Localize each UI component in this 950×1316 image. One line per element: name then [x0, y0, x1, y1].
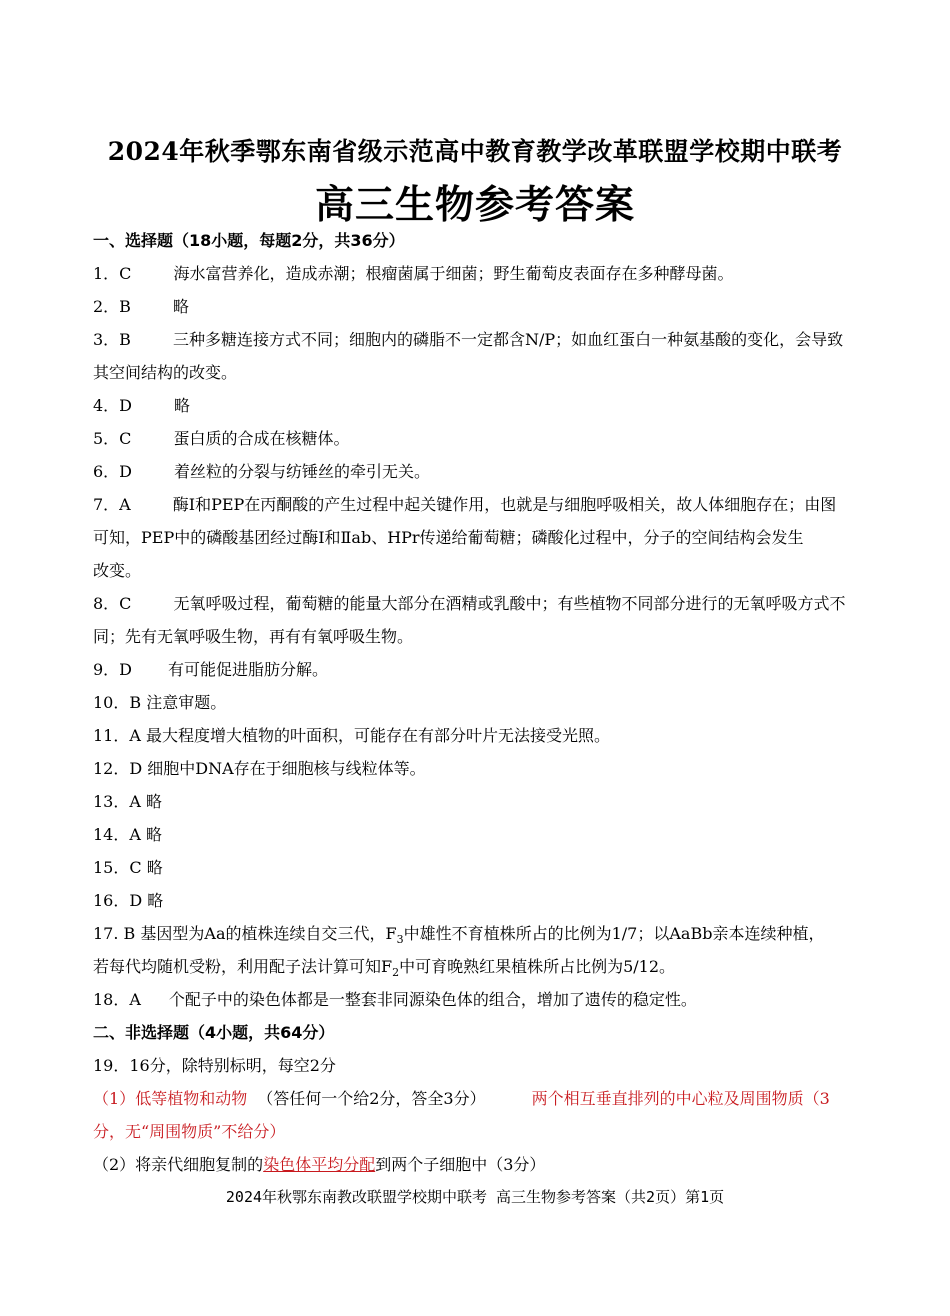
answer-number: 17. B	[93, 924, 136, 943]
answer-8-continued: 同；先有无氧呼吸生物，再有有氧呼吸生物。	[93, 627, 414, 646]
answer-explanation: 有可能促进脂肪分解。	[168, 660, 329, 679]
answer-9	[93, 653, 907, 686]
answer-5	[93, 422, 907, 455]
answer-14	[93, 818, 907, 851]
answer-explanation: 个配子中的染色体都是一整套非同源染色体的组合，增加了遗传的稳定性。	[168, 990, 697, 1009]
answer-explanation: 略	[172, 297, 189, 316]
answer-10	[93, 686, 907, 719]
answer-6	[93, 455, 907, 488]
answer-explanation: 细胞中DNA存在于细胞核与线粒体等。	[147, 759, 426, 778]
answer-17: 17. B 基因型为Aa的植株连续自交三代，$F_3$中雄性不育植株所占的比例为1/7；以AaBb亲本连续种植，	[93, 924, 825, 947]
answer-explanation: 海水富营养化，造成赤潮；根瘤菌属于细菌；野生葡萄皮表面存在多种酵母菌。	[173, 264, 734, 283]
answer-explanation: 略	[147, 891, 164, 910]
answer-18	[93, 983, 907, 1016]
section-heading-choice: 一、选择题（18小题，每题2分，共36分）	[93, 231, 405, 250]
answer-explanation: 三种多糖连接方式不同；细胞内的磷脂不一定都含N/P；如血红蛋白一种氨基酸的变化，会导致	[172, 330, 844, 349]
answer-number: 18．A	[93, 990, 141, 1009]
answer-number: 13．A	[93, 792, 141, 811]
answer-number: 10．B	[93, 693, 142, 712]
answer-number: 16．D	[93, 891, 143, 910]
answer-explanation: 蛋白质的合成在核糖体。	[173, 429, 350, 448]
answer-explanation: 略	[146, 858, 163, 877]
section-heading-nonchoice: 二、非选择题（4小题，共64分）	[93, 1023, 335, 1042]
answer-13	[93, 785, 907, 818]
answer-7	[93, 488, 907, 521]
answer-4	[93, 389, 907, 422]
answer-7-continued: 可知，PEP中的磷酸基团经过酶Ⅰ和Ⅱab、HPr传递给葡萄糖；磷酸化过程中，分子的空间结构会发生	[93, 528, 804, 547]
answer-15	[93, 851, 907, 884]
answer-number: 14．A	[93, 825, 141, 844]
answer-16	[93, 884, 907, 917]
answer-explanation: 酶Ⅰ和PEP在丙酮酸的产生过程中起关键作用，也就是与细胞呼吸相关，故人体细胞存在；由图	[172, 495, 837, 514]
answer-3-continued: 其空间结构的改变。	[93, 363, 238, 382]
exam-title: 2024年秋季鄂东南省级示范高中教育教学改革联盟学校期中联考	[107, 137, 843, 166]
answer-3	[93, 323, 907, 356]
answer-number: 12．D	[93, 759, 143, 778]
answer-number: 9．D	[93, 660, 133, 679]
answer-number: 4．D	[93, 396, 133, 415]
answer-8	[93, 587, 907, 620]
answer-11	[93, 719, 907, 752]
answer-number: 1．C	[93, 264, 132, 283]
question-19-part-1: （1）低等植物和动物 （答任何一个给2分，答全3分） 两个相互垂直排列的中心粒及周围物质（3	[93, 1089, 830, 1108]
question-19-part-1-continued: 分，无“周围物质”不给分）	[93, 1122, 286, 1141]
answer-number: 7．A	[93, 495, 131, 514]
answer-number: 2．B	[93, 297, 131, 316]
answer-number: 6．D	[93, 462, 133, 481]
question-19-header: 19．16分，除特别标明，每空2分	[93, 1056, 336, 1075]
answer-2	[93, 290, 907, 323]
answer-1	[93, 257, 907, 290]
question-19-part-2: （2）将亲代细胞复制的染色体平均分配到两个子细胞中（3分）	[93, 1155, 546, 1174]
answer-explanation: 略	[174, 396, 191, 415]
answer-content	[93, 224, 907, 1181]
answer-explanation: 最大程度增大植物的叶面积，可能存在有部分叶片无法接受光照。	[146, 726, 611, 745]
answer-number: 15．C	[93, 858, 142, 877]
answer-explanation: 略	[146, 792, 163, 811]
answer-number: 3．B	[93, 330, 131, 349]
underlined-answer: 染色体平均分配	[263, 1155, 376, 1174]
answer-explanation: 略	[146, 825, 163, 844]
answer-number: 8．C	[93, 594, 132, 613]
answer-explanation: 着丝粒的分裂与纺锤丝的牵引无关。	[174, 462, 431, 481]
answer-key-title: 高三生物参考答案	[314, 183, 635, 228]
answer-number: 11．A	[93, 726, 141, 745]
answer-17-continued: 若每代均随机受粉，利用配子法计算可知$F_2$中可育晚熟红果植株所占比例为5/12。	[93, 957, 676, 980]
answer-explanation: 注意审题。	[146, 693, 227, 712]
page-footer: 2024年秋鄂东南教改联盟学校期中联考 高三生物参考答案（共2页）第1页	[225, 1188, 725, 1206]
answer-explanation: 无氧呼吸过程，葡萄糖的能量大部分在酒精或乳酸中；有些植物不同部分进行的无氧呼吸方式不	[173, 594, 846, 613]
answer-number: 5．C	[93, 429, 132, 448]
answer-7-continued-2: 改变。	[93, 561, 142, 580]
answer-12	[93, 752, 907, 785]
